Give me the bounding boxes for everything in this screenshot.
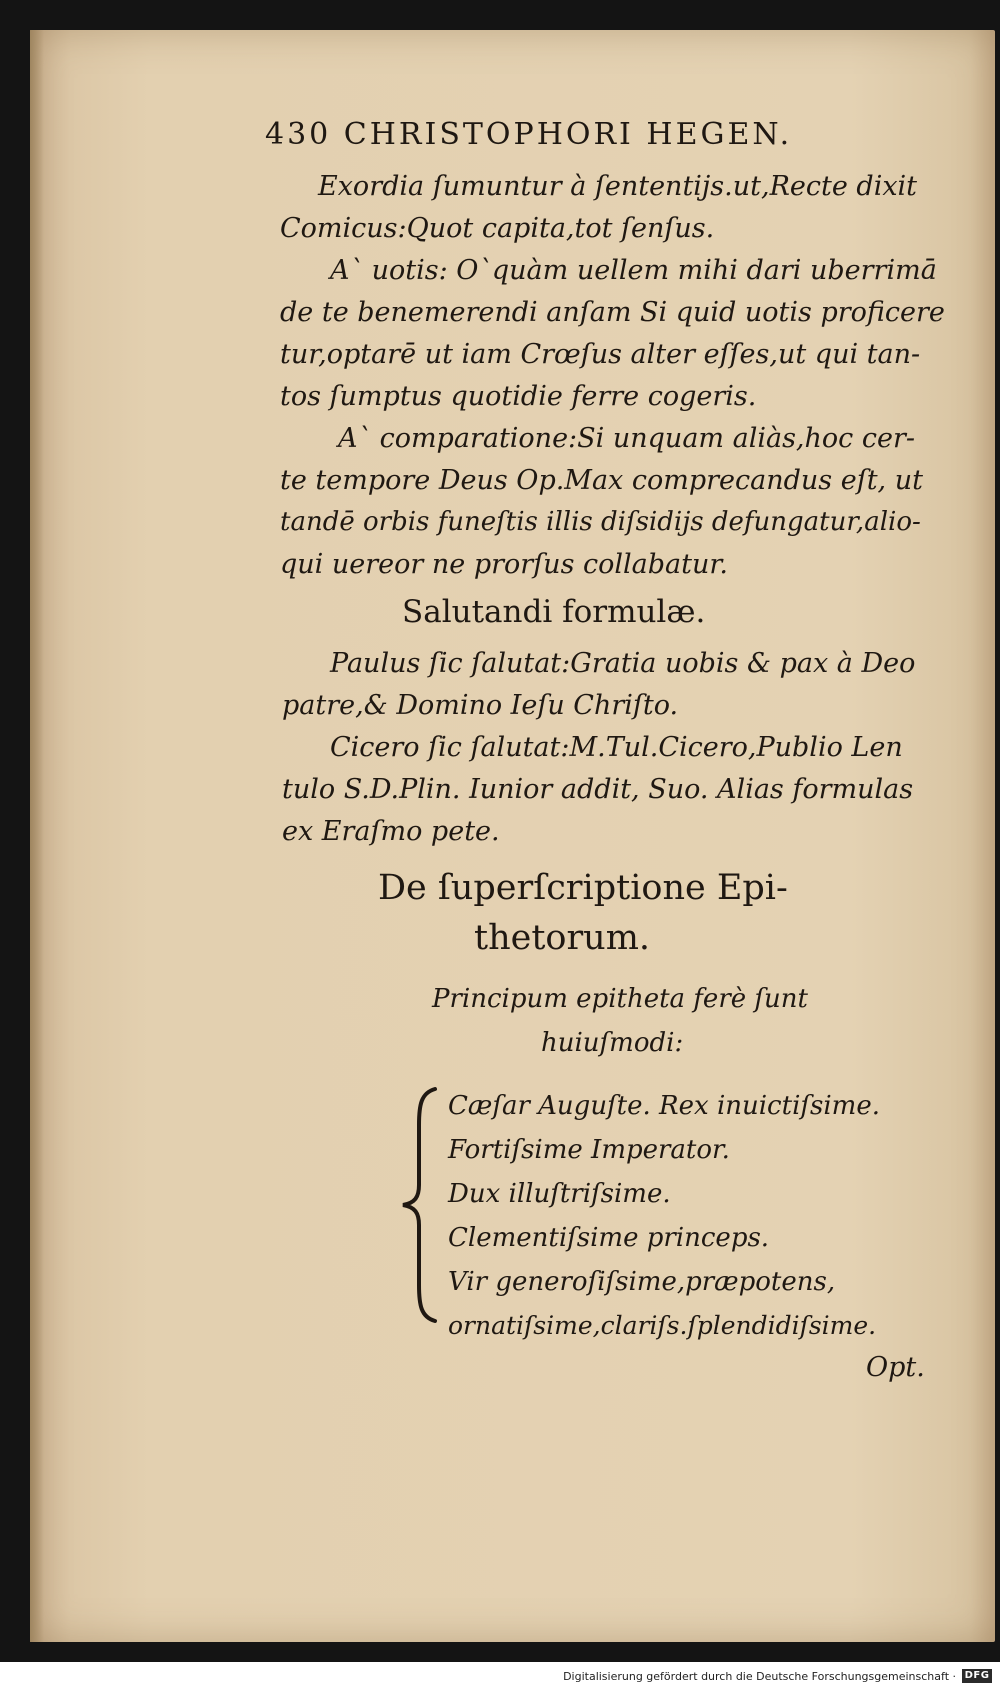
- epithet-line: Clementiſsime princeps.: [448, 1223, 770, 1253]
- text-line: ex Eraſmo pete.: [282, 816, 500, 847]
- text-line: tur,optarē ut iam Crœſus alter eſſes,ut qui tan-: [280, 339, 921, 370]
- epithet-line: Dux illuſtriſsime.: [448, 1179, 671, 1209]
- text-line: tulo S.D.Plin. Iunior addit, Suo. Alias formulas: [282, 774, 914, 805]
- text-line: Cicero ſic ſalutat:M.Tul.Cicero,Publio Len: [330, 732, 903, 763]
- text-line: Paulus ſic ſalutat:Gratia uobis & pax à Deo: [330, 648, 916, 679]
- text-line: te tempore Deus Op.Max comprecandus eſt, ut: [280, 465, 923, 496]
- epithet-line: Vir generoſiſsime,præpotens,: [448, 1267, 836, 1297]
- dfg-logo: DFG: [962, 1669, 992, 1683]
- text-line: Comicus:Quot capita,tot ſenſus.: [280, 213, 715, 244]
- epithet-line: Fortiſsime Imperator.: [448, 1135, 730, 1165]
- catchword: Opt.: [866, 1352, 925, 1383]
- text-line: patre,& Domino Ieſu Chriſto.: [282, 690, 679, 721]
- section-heading: De ſuperſcriptione Epi-: [378, 868, 788, 908]
- running-head: 430 CHRISTOPHORI HEGEN.: [265, 117, 793, 152]
- text-line: Exordia ſumuntur à ſententijs.ut,Recte dixit: [318, 171, 918, 202]
- epithet-line: ornatiſsime,clariſs.ſplendidiſsime.: [448, 1311, 877, 1340]
- text-line: A` uotis: O`quàm uellem mihi dari uberrimā: [330, 255, 937, 286]
- curly-brace: [397, 1085, 441, 1325]
- text-line: A` comparatione:Si unquam aliàs,hoc cer-: [338, 423, 915, 454]
- text-line: tos ſumptus quotidie ferre cogeris.: [280, 381, 757, 412]
- text-line: tandē orbis funeſtis illis diſsidijs defungatur,alio-: [280, 507, 921, 537]
- epithet-line: Cæſar Auguſte. Rex inuictiſsime.: [448, 1091, 880, 1121]
- funding-credit: Digitalisierung gefördert durch die Deutsche Forschungsgemeinschaft ·: [563, 1670, 956, 1683]
- text-line: de te benemerendi anſam Si quid uotis proficere: [280, 297, 945, 328]
- intro-line: Principum epitheta ferè ſunt: [432, 984, 808, 1014]
- section-heading-continued: thetorum.: [474, 918, 651, 958]
- footer-bar: [0, 1662, 1000, 1694]
- intro-line: huiuſmodi:: [541, 1028, 684, 1058]
- section-heading: Salutandi formulæ.: [402, 594, 706, 630]
- text-line: qui uereor ne prorſus collabatur.: [280, 549, 728, 580]
